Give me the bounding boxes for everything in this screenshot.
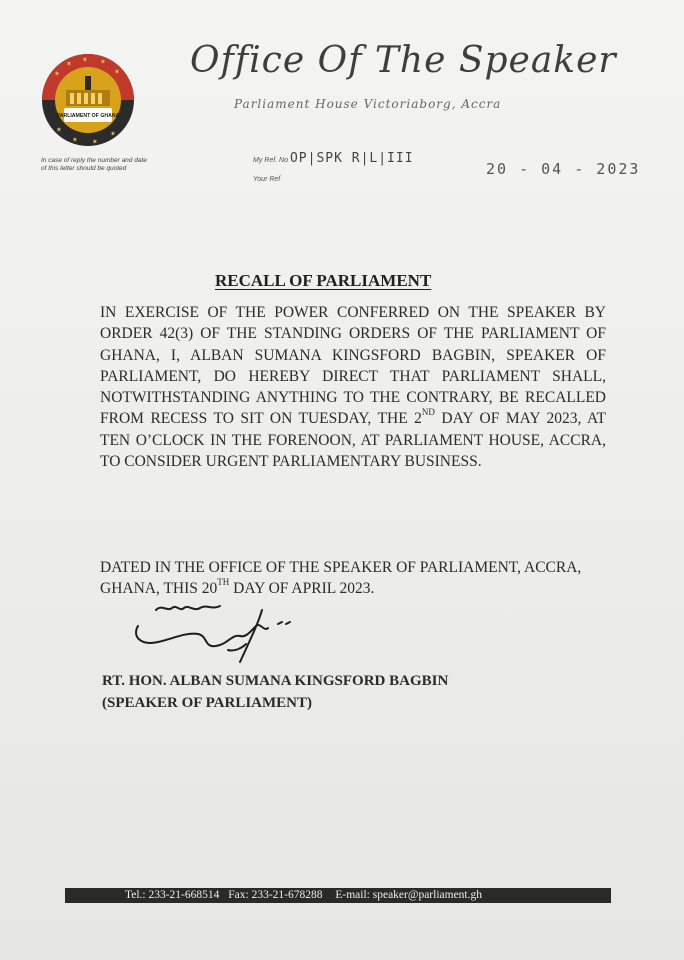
- letter-date: 20 - 04 - 2023: [486, 160, 641, 178]
- dated-ordinal-suffix: TH: [217, 577, 230, 588]
- dated-statement: [100, 557, 606, 600]
- body-ordinal-suffix: ND: [421, 407, 435, 418]
- body-text-part1: IN EXERCISE OF THE POWER CONFERRED ON THE SPEAKER BY ORDER 42(3) OF THE STANDING ORDERS OF THE PARLIAMENT OF GHANA, I, ALBAN SUMANA KINGSFORD BAGBIN, SPEAKER OF PARLIAMENT, DO HEREBY DIRECT THAT PARLIAMENT SHALL, NOTWITHSTANDING ANYTHING TO THE CONTRARY, BE RECALLED FROM RECESS TO SIT ON TUESDAY, THE 2: [100, 304, 606, 428]
- contact-footer-bar: [65, 888, 611, 903]
- your-ref-row: [253, 176, 280, 183]
- svg-text:✶: ✶: [72, 136, 78, 144]
- svg-text:✶: ✶: [56, 126, 62, 134]
- svg-text:✶: ✶: [114, 68, 120, 76]
- document-heading: RECALL OF PARLIAMENT: [215, 271, 432, 290]
- svg-text:✶: ✶: [54, 70, 60, 78]
- office-title: Office Of The Speaker: [190, 40, 617, 81]
- footer-fax: Fax: 233-21-678288: [228, 889, 323, 901]
- reply-instruction-note: In case of reply the number and date of this letter should be quoted: [41, 157, 147, 172]
- footer-tel: Tel.: 233-21-668514: [125, 889, 220, 901]
- svg-text:✶: ✶: [110, 130, 116, 138]
- dated-text-part2: DAY OF APRIL 2023.: [229, 580, 375, 598]
- signer-title: (SPEAKER OF PARLIAMENT): [102, 695, 312, 711]
- seal-text: PARLIAMENT OF GHANA: [56, 113, 120, 119]
- svg-text:✶: ✶: [92, 138, 98, 146]
- body-text-part2: DAY OF MAY 2023, AT TEN O’CLOCK IN THE FORENOON, AT PARLIAMENT HOUSE, ACCRA, TO CONSIDER URGENT PARLIAMENTARY BUSINESS.: [100, 410, 606, 471]
- my-ref-value: OP|SPK R|L|III: [289, 151, 414, 166]
- dated-text-part1: DATED IN THE OFFICE OF THE SPEAKER OF PARLIAMENT, ACCRA, GHANA, THIS 20: [100, 559, 582, 598]
- signer-name: RT. HON. ALBAN SUMANA KINGSFORD BAGBIN: [102, 673, 449, 689]
- svg-text:✶: ✶: [100, 58, 106, 66]
- your-ref-label: Your Ref: [253, 176, 281, 183]
- parliament-seal-icon: [40, 52, 136, 148]
- footer-email: E-mail: speaker@parliament.gh: [335, 889, 482, 901]
- svg-text:✶: ✶: [66, 60, 72, 68]
- signatory-block: [102, 670, 602, 714]
- handwritten-signature-icon: [128, 596, 308, 668]
- office-address: Parliament House Victoriaborg, Accra: [234, 97, 502, 111]
- my-ref-row: [253, 151, 414, 166]
- proclamation-body: [100, 302, 606, 472]
- svg-text:✶: ✶: [82, 56, 88, 64]
- my-ref-label: My Ref. No: [253, 157, 289, 164]
